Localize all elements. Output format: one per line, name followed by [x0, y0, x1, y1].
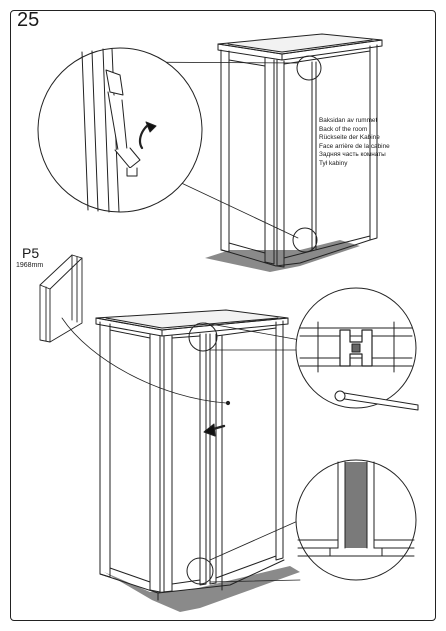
part-p5-illustration	[40, 255, 82, 342]
note-line: Baksidan av rummet	[319, 117, 378, 124]
part-code-label: P5	[22, 245, 40, 261]
cabin-bottom-illustration	[96, 310, 300, 612]
note-line: Back of the room	[319, 125, 368, 133]
back-of-room-note	[319, 117, 390, 169]
part-length-label: 1968mm	[16, 262, 44, 269]
note-line: Задняя часть комнаты	[319, 151, 386, 159]
zoom-detail-bottom	[296, 460, 416, 580]
note-line: Tył kabiny	[319, 159, 348, 167]
step-number: 25	[17, 9, 40, 31]
zoom-detail-profile	[296, 288, 418, 410]
note-line: Rückseite der Kabine	[319, 134, 380, 142]
note-line: Face arrière de la cabine	[319, 142, 390, 150]
zoom-detail-upper	[38, 48, 202, 212]
